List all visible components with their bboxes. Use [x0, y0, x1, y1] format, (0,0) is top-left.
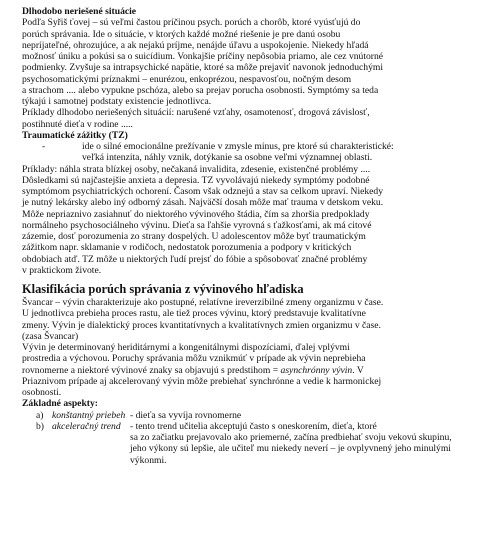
subheading-basic-aspects: Základné aspekty: — [22, 398, 98, 410]
text-line: Vývin je determinovaný heriditárnymi a kongenitálnymi dispozíciami, ďalej vplývmi — [22, 342, 350, 353]
text-line: Príklady: náhla strata blízkej osoby, nečakaná invalidita, zdesenie, existenčné problémy .... — [22, 163, 371, 175]
text-line: Priaznivom prípade aj akcelerovaný vývin môže prebiehať synchrónne a vedie k harmonickej — [22, 375, 382, 387]
aspect-continuation: sa zo začiatku prejavovalo ako priemerné, začína predbiehať svoju vekovú skupinu, — [130, 432, 452, 443]
text-line: týkajú i samotnej podstaty existencie jednotlivca. — [22, 96, 212, 107]
text-segment: . V — [352, 364, 364, 376]
text-line: Dôsledkami sú najčastejšie anxieta a depresia. TZ vyvolávajú niekedy symptómy podobné — [22, 174, 370, 186]
aspect-term: akceleračný trend — [52, 420, 121, 432]
text-line: (zasa Švancar) — [22, 330, 79, 342]
aspect-continuation: jeho výkony sú lepšie, ale učiteľ mu niekedy neverí – je ovplyvnený jeho minulými — [130, 443, 451, 455]
text-line: možnosť úniku a pokúsi sa o suicídium. Vonkajšie príčiny nepôsobia priamo, ale cez vnútorné — [22, 51, 384, 62]
text-line: zmeny. Vývin je dialektický proces kvantitatívnych a kvalitatívnych zmien organizmu v čase. — [22, 319, 381, 331]
text-line-with-emphasis — [22, 365, 474, 376]
aspect-label: b) — [36, 420, 44, 432]
bullet-list — [22, 141, 474, 164]
bullet-text: ide o silné emocionálne prežívanie v zmysle mínus, pre ktoré sú charakteristické: — [82, 141, 394, 152]
section-body-classification — [22, 297, 474, 398]
section-body-unresolved-situations — [22, 17, 474, 130]
text-line: Švancar – vývin charakterizuje ako postupné, relatívne ireverzibilné zmeny organizmu v čase. — [22, 297, 384, 308]
aspects-list — [22, 410, 474, 466]
section-heading-classification: Klasifikácia porúch správania z vývinového hľadiska — [22, 282, 304, 296]
aspect-description: - tento trend učitelia akceptujú často s oneskorením, dieťa, ktoré — [130, 420, 377, 432]
text-line: prostredia a výchovou. Poruchy správania môžu vznikmúť v prípade ak vývin neprebieha — [22, 353, 366, 365]
aspect-item — [22, 421, 474, 432]
text-line: U jednotlivca prebieha proces rastu, ale tiež proces vývinu, ktorý predstavuje kvalitatívne — [22, 308, 366, 320]
text-line: v praktickom živote. — [22, 264, 102, 276]
text-line: postihnuté dieťa v rodine ..... — [22, 118, 133, 130]
text-segment: rovnomerne a niektoré vývinové znaky sa objavujú s predstihom = — [22, 364, 281, 376]
bullet-item-continuation — [22, 152, 474, 163]
section-heading-unresolved-situations: Dlhodobo neriešené situácie — [22, 6, 137, 17]
aspect-term: konštantný priebeh — [52, 409, 126, 421]
text-line: Môže nepriaznivo zasiahnuť do niektorého vývinového štádia, čím sa zhoršia predpoklady — [22, 208, 370, 220]
aspect-label: a) — [36, 409, 44, 421]
text-line: zážitkom napr. sklamanie v rodičoch, nedostatok porozumenia a podpory v kritických — [22, 242, 352, 254]
text-line: a strachom .... alebo vypukne pschóza, alebo sa prejav porucha osobnosti. Symptómy sa teda — [22, 84, 379, 96]
text-line: nepríjateľné, ohrozujúce, a ak nejakú príjme, nenájde úľavu a uspokojenie. Niekedy hľadá — [22, 39, 369, 51]
text-line: zázemie, dosť porozumenia zo strany dospelých. U adolescentov môže byť traumatickým — [22, 231, 366, 242]
text-line: symptómom psychiatrických ochorení. Časom však odznejú a stav sa celkom upraví. Niekedy — [22, 186, 384, 197]
text-line: je nutný lekársky alebo iný odborný zásah. Najväčší dosah môže mať trauma v detskom veku. — [22, 197, 384, 209]
bullet-dash-icon: - — [42, 141, 46, 152]
bullet-item — [22, 141, 474, 152]
text-line: psychosomatickými príznakmi – enurézou, enkoprézou, nespavosťou, nočným desom — [22, 73, 352, 85]
text-line: osobnosti. — [22, 387, 62, 398]
text-line: Príklady dlhodobo neriešených situácií: narušené vzťahy, osamotenosť, drogová závislosť, — [22, 107, 370, 119]
text-line: podmienky. Zvyšuje sa intrapsychické napätie, ktoré sa môže prejaviť navonok jednoduchými — [22, 62, 384, 74]
section-heading-traumatic-experiences: Traumatické zážitky (TZ) — [22, 129, 128, 141]
aspect-continuation: výkonmi. — [130, 454, 167, 466]
emphasis-term: asynchrónny vývin — [280, 364, 353, 376]
section-body-traumatic-experiences — [22, 164, 474, 277]
text-line: normálneho psychosociálneho vývinu. Dieťa sa ľahšie vyrovná s ťažkosťami, ak má citové — [22, 219, 372, 231]
aspect-description: - dieťa sa vyvíja rovnomerne — [130, 409, 242, 421]
text-line: Podľa Syřiš ťovej – sú veľmi častou príčinou psych. porúch a chorôb, ktoré vyúsťujú do — [22, 17, 361, 29]
bullet-text: veľká intenzita, náhly vznik, dotýkanie sa osobne veľmi významnej oblasti. — [82, 152, 373, 164]
aspect-item — [22, 410, 474, 421]
text-line: porúch správania. Ide o situácie, v ktorých každé možné riešenie je pre danú osobu — [22, 28, 341, 40]
text-line: obdobiach atď. TZ môže u niektorých ľudí prejsť do fóbie a spôsobovať značné problémy — [22, 253, 368, 265]
